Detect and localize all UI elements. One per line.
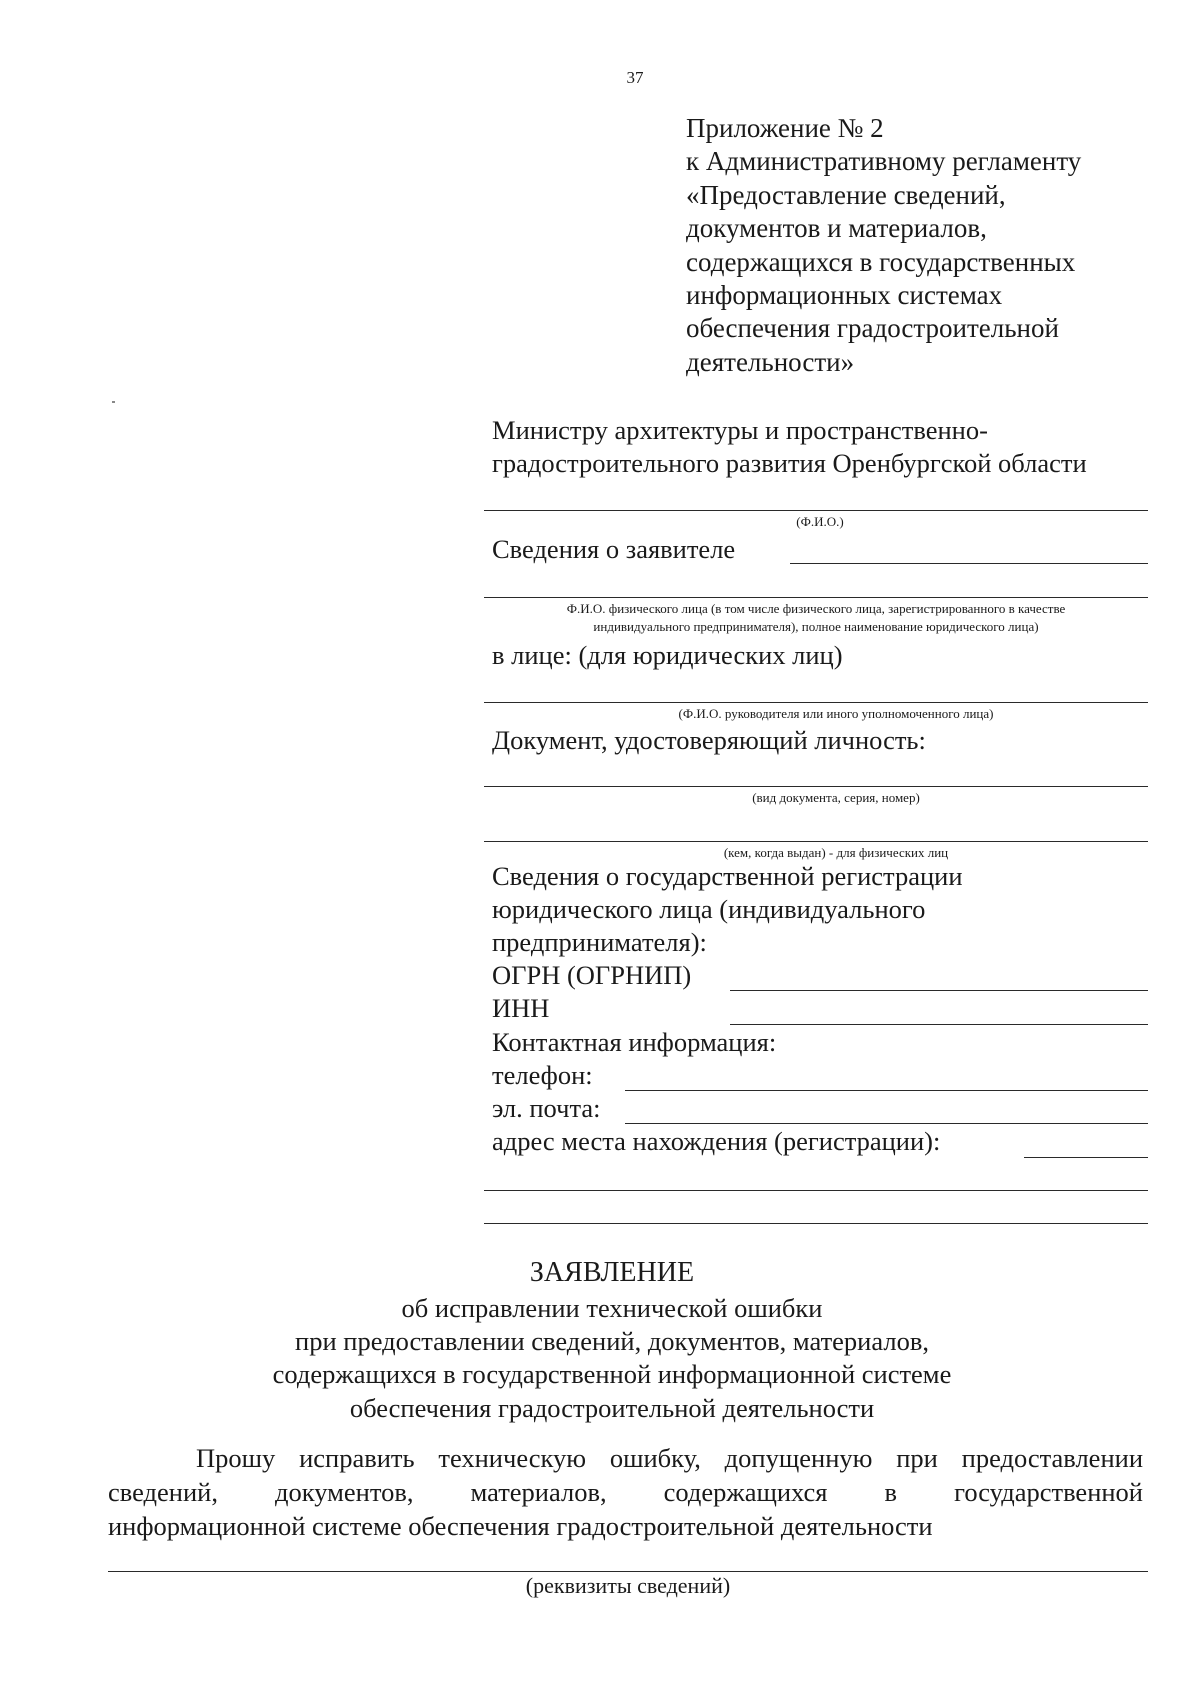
appendix-line: документов и материалов, bbox=[686, 213, 987, 244]
state-reg-line-1: Сведения о государственной регистрации bbox=[492, 861, 963, 891]
statement-body-line-1: Прошу исправить техническую ошибку, допущенную при предоставлении bbox=[196, 1443, 1143, 1473]
requisites-field-line[interactable] bbox=[108, 1571, 1148, 1572]
inn-label: ИНН bbox=[492, 993, 550, 1023]
fio-field-line[interactable] bbox=[484, 510, 1148, 511]
appendix-line: информационных системах bbox=[686, 280, 1003, 311]
appendix-line: к Административному регламенту bbox=[686, 146, 1082, 177]
statement-body-line-3: информационной системе обеспечения градостроительной деятельности bbox=[108, 1511, 933, 1541]
statement-body-line-2: сведений, документов, материалов, содержащихся в государственной bbox=[108, 1477, 1143, 1507]
head-caption: (Ф.И.О. руководителя или иного уполномоченного лица) bbox=[678, 706, 994, 721]
address-field-line[interactable] bbox=[1024, 1157, 1148, 1158]
statement-title: ЗАЯВЛЕНИЕ bbox=[529, 1257, 695, 1288]
address-label: адрес места нахождения (регистрации): bbox=[492, 1126, 941, 1156]
issued-caption: (кем, когда выдан) - для физических лиц bbox=[723, 845, 949, 860]
page-number: 37 bbox=[626, 68, 644, 87]
state-reg-line-2: юридического лица (индивидуального bbox=[492, 894, 926, 924]
statement-subtitle-line: об исправлении технической ошибки bbox=[401, 1293, 823, 1323]
inn-field-line[interactable] bbox=[730, 1024, 1148, 1025]
fio-caption: (Ф.И.О.) bbox=[796, 514, 844, 529]
phone-label: телефон: bbox=[492, 1060, 593, 1090]
scan-speck bbox=[112, 401, 115, 403]
appendix-line: обеспечения градостроительной bbox=[686, 313, 1059, 344]
address-field-line-3[interactable] bbox=[484, 1223, 1148, 1224]
addressee-line-2: градостроительного развития Оренбургской области bbox=[492, 448, 1087, 478]
id-doc-label: Документ, удостоверяющий личность: bbox=[492, 725, 926, 755]
appendix-line: Приложение № 2 bbox=[686, 113, 884, 143]
applicant-info-field-line[interactable] bbox=[790, 563, 1148, 564]
email-field-line[interactable] bbox=[625, 1123, 1148, 1124]
phone-field-line[interactable] bbox=[625, 1090, 1148, 1091]
statement-subtitle-line: при предоставлении сведений, документов, материалов, bbox=[295, 1326, 929, 1356]
contact-label: Контактная информация: bbox=[492, 1027, 777, 1057]
state-reg-line-3: предпринимателя): bbox=[492, 927, 707, 957]
requisites-caption: (реквизиты сведений) bbox=[525, 1573, 731, 1598]
applicant-caption-line-2: индивидуального предпринимателя), полное наименование юридического лица) bbox=[593, 619, 1039, 634]
appendix-block bbox=[686, 112, 1081, 379]
in-person-label: в лице: (для юридических лиц) bbox=[492, 640, 843, 670]
address-field-line-2[interactable] bbox=[484, 1190, 1148, 1191]
addressee-line-1: Министру архитектуры и пространственно- bbox=[492, 415, 988, 445]
statement-subtitle-line: содержащихся в государственной информационной системе bbox=[272, 1359, 952, 1389]
email-label: эл. почта: bbox=[492, 1093, 601, 1123]
appendix-line: деятельности» bbox=[686, 346, 855, 377]
appendix-line: «Предоставление сведений, bbox=[686, 179, 1006, 210]
appendix-line: содержащихся в государственных bbox=[686, 246, 1076, 277]
id-doc-caption: (вид документа, серия, номер) bbox=[752, 790, 920, 805]
issued-field-line[interactable] bbox=[484, 841, 1148, 842]
applicant-name-field-line[interactable] bbox=[484, 597, 1148, 598]
id-doc-field-line[interactable] bbox=[484, 786, 1148, 787]
ogrn-field-line[interactable] bbox=[730, 990, 1148, 991]
applicant-info-label: Сведения о заявителе bbox=[492, 534, 736, 564]
ogrn-label: ОГРН (ОГРНИП) bbox=[492, 960, 692, 990]
applicant-caption-line-1: Ф.И.О. физического лица (в том числе физического лица, зарегистрированного в качестве bbox=[566, 601, 1066, 616]
head-field-line[interactable] bbox=[484, 702, 1148, 703]
statement-subtitle-line: обеспечения градостроительной деятельности bbox=[349, 1393, 875, 1423]
